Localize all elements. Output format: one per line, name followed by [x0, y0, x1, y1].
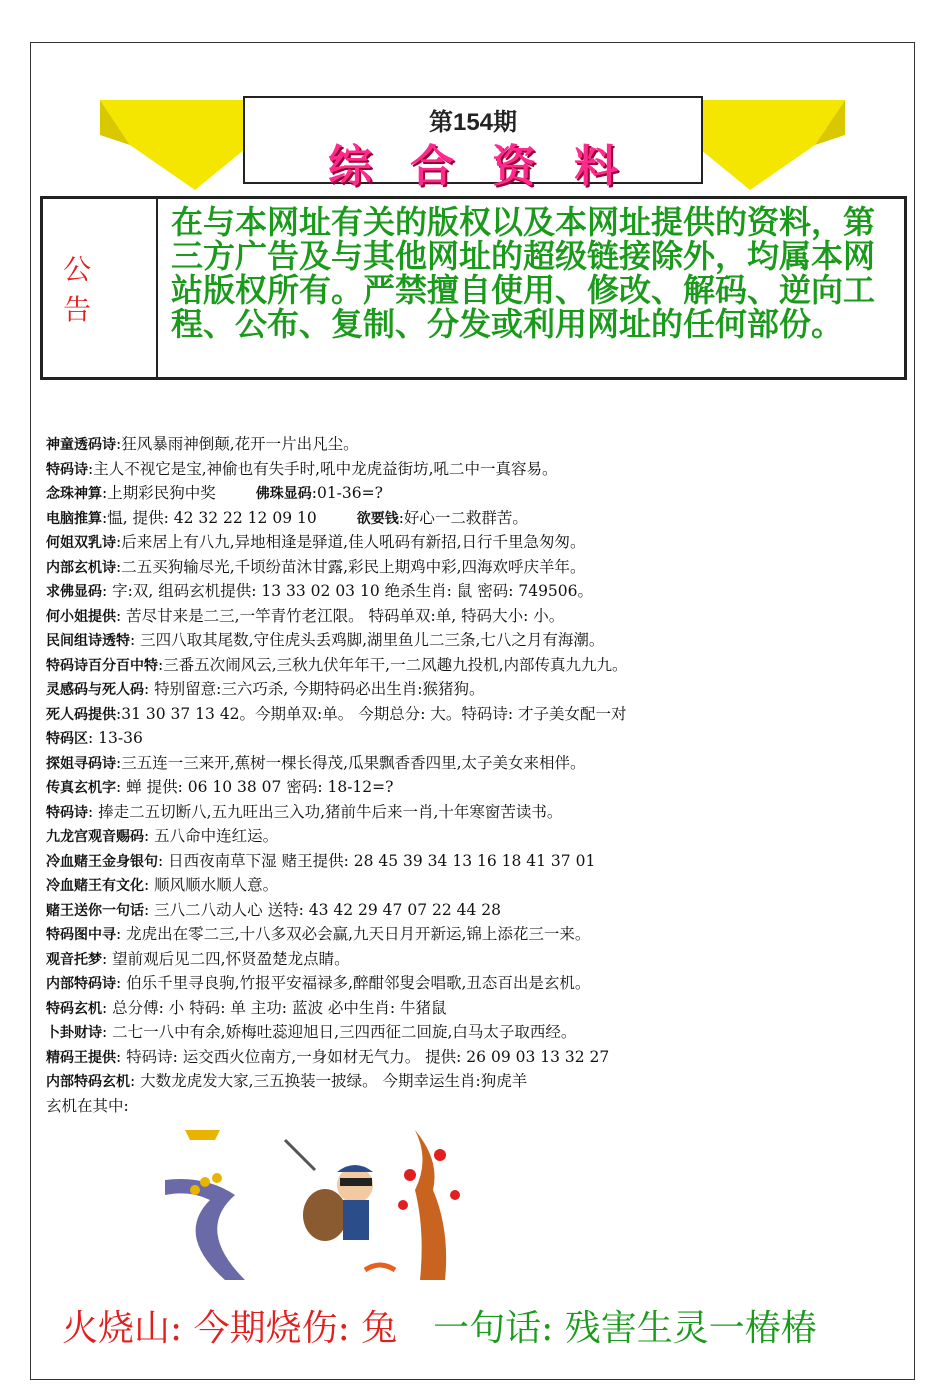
- tip-text: : 13-36: [88, 729, 143, 747]
- tip-label: 灵感码与死人码: [46, 682, 144, 698]
- tip-text: : 顺风顺水顺人意。: [144, 876, 279, 894]
- footer-fire-mountain: 火烧山: 今期烧伤: 兔: [62, 1308, 398, 1349]
- tip-text: : 特别留意:三六巧杀, 今期特码必出生肖:猴猪狗。: [144, 680, 485, 698]
- tip-line: [46, 457, 916, 482]
- tip-text: : 三四八取其尾数,守住虎头丢鸡脚,湖里鱼儿二三条,七八之月有海潮。: [130, 631, 605, 649]
- tip-label: 冷血赌王金身银句: [46, 853, 158, 870]
- tip-label: 探姐寻码诗: [46, 755, 116, 772]
- tip-text: : 捧走二五切断八,五九旺出三入功,猪前牛后来一肖,十年寒窗苦读书。: [88, 802, 563, 821]
- tip-text-secondary: :好心一二救群苦。: [398, 508, 528, 527]
- tip-label: 何姐双乳诗: [46, 535, 116, 551]
- issue-number: 第154期: [428, 109, 518, 136]
- tip-text: : 大数龙虎发大家,三五换装一披绿。 今期幸运生肖:狗虎羊: [130, 1072, 528, 1090]
- tip-line: [46, 506, 916, 531]
- tip-text: :后来居上有八九,异地相逢是驿道,佳人吼码有新招,日行千里急匆匆。: [116, 533, 586, 551]
- tip-line: [46, 775, 916, 800]
- tip-text: : 龙虎出在零二三,十八多双必会赢,九天日月开新运,锦上添花三一来。: [116, 925, 591, 943]
- tip-text: :上期彩民狗中奖: [102, 484, 216, 502]
- tip-text: : 苦尽甘来是二三,一竿青竹老江限。 特码单双:单, 特码大小: 小。: [116, 606, 565, 625]
- tip-text: :狂风暴雨神倒颠,花开一片出凡尘。: [116, 435, 359, 453]
- tip-label: 赌王送你一句话: [46, 902, 144, 919]
- tip-text: : 五八命中连红运。: [144, 827, 279, 845]
- tip-line: [46, 824, 916, 849]
- tip-label: 念珠神算: [46, 486, 102, 502]
- tip-text: : 特码诗: 运交西火位南方,一身如材无气力。 提供: 26 09 03 13 32 27: [116, 1047, 610, 1066]
- tip-line: [46, 971, 916, 996]
- left-ribbon-decoration: [100, 95, 250, 190]
- tip-label: 死人码提供: [46, 706, 116, 723]
- notice-box: [40, 196, 907, 380]
- tip-line: [46, 604, 916, 629]
- thief-cartoon-image: [165, 1120, 485, 1280]
- tip-line: [46, 947, 916, 972]
- footer-banner: [62, 1300, 882, 1351]
- tip-label: 何小姐提供: [46, 608, 116, 625]
- tip-line: [46, 702, 916, 727]
- tip-label: 求佛显码: [46, 584, 102, 600]
- tip-line: [46, 996, 916, 1021]
- tip-line: [46, 1094, 916, 1119]
- tip-label: 观音托梦: [46, 951, 102, 968]
- tip-text-secondary: :01-36=?: [311, 484, 383, 502]
- tip-line: [46, 432, 916, 457]
- tip-label: 特码玄机: [46, 1000, 102, 1017]
- notice-text: 在与本网址有关的版权以及本网址提供的资料，第三方广告及与其他网址的超级链接除外，均属本网站版权所有。严禁擅自使用、修改、解码、逆向工程、公布、复制、分发或利用网址的任何部份。: [171, 203, 876, 343]
- tip-text: :31 30 37 13 42。今期单双:单。 今期总分: 大。特码诗: 才子美女配一对: [116, 704, 627, 723]
- tip-text: : 字:双, 组码玄机提供: 13 33 02 03 10 绝杀生肖: 鼠 密码: 749506。: [102, 582, 594, 600]
- tip-label: 特码区: [46, 731, 88, 747]
- tip-label: 传真玄机字: [46, 780, 116, 796]
- notice-label: 公告: [43, 199, 158, 377]
- tip-label: 特码诗: [46, 461, 88, 478]
- tips-list: [46, 432, 916, 1118]
- title-box: [243, 96, 703, 192]
- tip-line: [46, 579, 916, 604]
- tip-label: 卜卦财诗: [46, 1025, 102, 1041]
- tip-label-secondary: 佛珠显码: [255, 486, 312, 502]
- tip-line: [46, 1045, 916, 1070]
- tip-label: 内部特码玄机: [46, 1074, 130, 1090]
- tip-line: [46, 1020, 916, 1045]
- tip-text: : 三八二八动人心 送特: 43 42 29 47 07 22 44 28: [144, 900, 502, 919]
- tip-label: 内部玄机诗: [46, 559, 116, 576]
- tip-line: [46, 653, 916, 678]
- tip-line: [46, 1069, 916, 1094]
- tip-text: : 日西夜南草下湿 赌王提供: 28 45 39 34 13 16 18 41 37 01: [158, 851, 596, 870]
- tip-label: 内部特码诗: [46, 976, 116, 992]
- tip-line: [46, 922, 916, 947]
- tip-label: 精码王提供: [46, 1049, 116, 1066]
- tip-text: :三五连一三来开,蕉树一棵长得茂,瓜果飘香香四里,太子美女来相伴。: [116, 753, 586, 772]
- tip-label: 特码诗百分百中特: [46, 657, 158, 674]
- tip-label: 神童透码诗: [46, 437, 116, 453]
- tip-text: : 望前观后见二四,怀贤盈楚龙点睛。: [102, 949, 350, 968]
- tip-text: : 总分傅: 小 特码: 单 主功: 蓝波 必中生肖: 牛猪鼠: [102, 998, 447, 1017]
- tip-line: [46, 726, 916, 751]
- tip-line: [46, 800, 916, 825]
- tip-text: :三番五次闹风云,三秋九伏年年干,一二风趣九投机,内部传真九九九。: [158, 655, 628, 674]
- tip-label-secondary: 欲要钱: [356, 510, 399, 527]
- tip-line: [46, 677, 916, 702]
- tip-line: [46, 530, 916, 555]
- tip-line: [46, 873, 916, 898]
- tip-text: : 二七一八中有余,娇梅吐蕊迎旭日,三四西征二回旋,白马太子取西经。: [102, 1023, 577, 1041]
- tip-label: 冷血赌王有文化: [46, 878, 144, 894]
- tip-line: [46, 555, 916, 580]
- tip-text: :主人不视它是宝,神偷也有失手时,吼中龙虎益街坊,吼二中一真容易。: [88, 459, 558, 478]
- footer-one-liner: 一句话: 残害生灵一椿椿: [433, 1308, 817, 1349]
- tip-text: : 伯乐千里寻良驹,竹报平安福禄多,醉酣邻叟会唱歌,丑态百出是玄机。: [116, 974, 591, 992]
- tip-line: [46, 481, 916, 506]
- tip-line: [46, 849, 916, 874]
- tip-label: 特码诗: [46, 804, 88, 821]
- tip-label: 民间组诗透特: [46, 633, 130, 649]
- right-ribbon-decoration: [695, 95, 845, 190]
- tip-text: 玄机在其中:: [46, 1096, 129, 1115]
- tip-label: 九龙宫观音赐码: [46, 829, 144, 845]
- tip-line: [46, 751, 916, 776]
- tip-text: :二五买狗输尽光,千顷纷苗沐甘露,彩民上期鸡中彩,四海欢呼庆羊年。: [116, 557, 586, 576]
- page-title: 综合资料: [328, 141, 656, 192]
- tip-text: :愠, 提供: 42 32 22 12 09 10: [102, 508, 317, 527]
- tip-label: 电脑推算: [46, 510, 102, 527]
- tip-text: : 蝉 提供: 06 10 38 07 密码: 18-12=?: [116, 778, 394, 796]
- tip-label: 特码图中寻: [46, 927, 116, 943]
- tip-line: [46, 628, 916, 653]
- tip-line: [46, 898, 916, 923]
